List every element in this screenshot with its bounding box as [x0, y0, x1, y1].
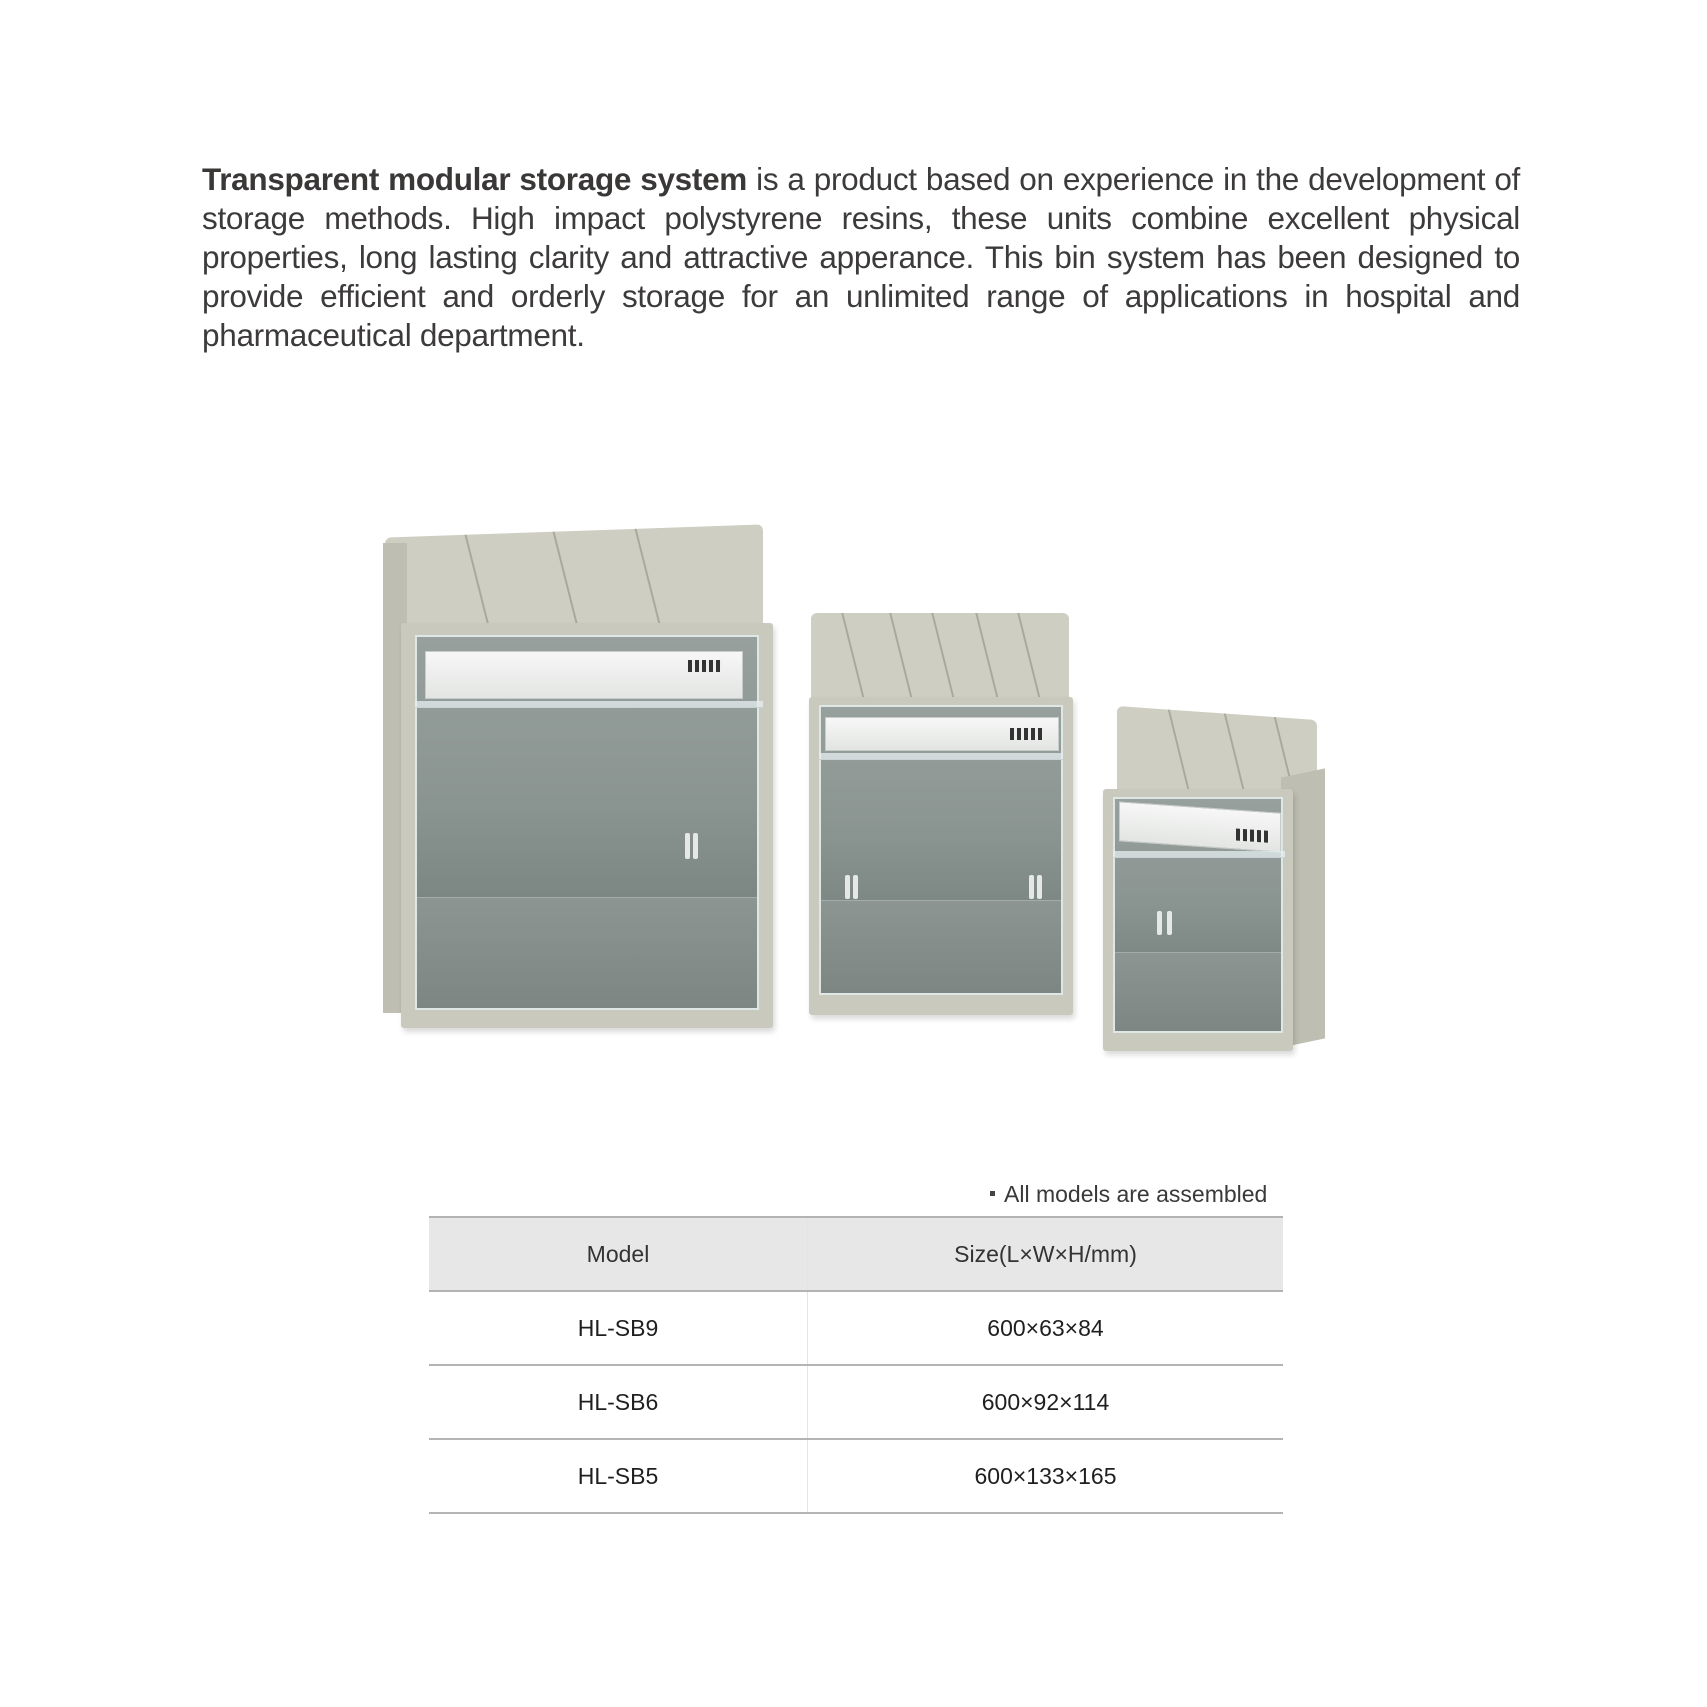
small-bin — [1103, 713, 1328, 1057]
intro-body: is a product based on experience in the development of storage methods. High impact polystyrene resins, these units combine excellent physical properties, long lasting clarity and attractive apperance. This bin system has been designed to provide efficient and orderly storage for an unlimited range of applications in hospital and pharmaceutical department. — [202, 160, 1520, 353]
cell-size: 600×92×114 — [808, 1365, 1284, 1439]
intro-paragraph — [202, 160, 1520, 355]
cell-model: HL-SB5 — [429, 1439, 808, 1513]
cell-model: HL-SB9 — [429, 1291, 808, 1365]
medium-bin — [807, 611, 1075, 1017]
header-model: Model — [429, 1217, 808, 1291]
cell-size: 600×63×84 — [808, 1291, 1284, 1365]
large-bin — [383, 523, 778, 1033]
table-row — [429, 1439, 1283, 1513]
header-size: Size(L×W×H/mm) — [808, 1217, 1284, 1291]
table-row — [429, 1365, 1283, 1439]
brand-logo — [1010, 728, 1044, 740]
cell-model: HL-SB6 — [429, 1365, 808, 1439]
table-row — [429, 1291, 1283, 1365]
brand-logo — [688, 660, 722, 672]
brand-logo — [1236, 829, 1270, 843]
cell-size: 600×133×165 — [808, 1439, 1284, 1513]
intro-lead: Transparent modular storage system — [202, 160, 748, 197]
table-header-row — [429, 1217, 1283, 1291]
bullet-icon — [990, 1191, 995, 1196]
assembly-note: All models are assembled — [990, 1181, 1267, 1208]
specs-table — [429, 1216, 1283, 1514]
